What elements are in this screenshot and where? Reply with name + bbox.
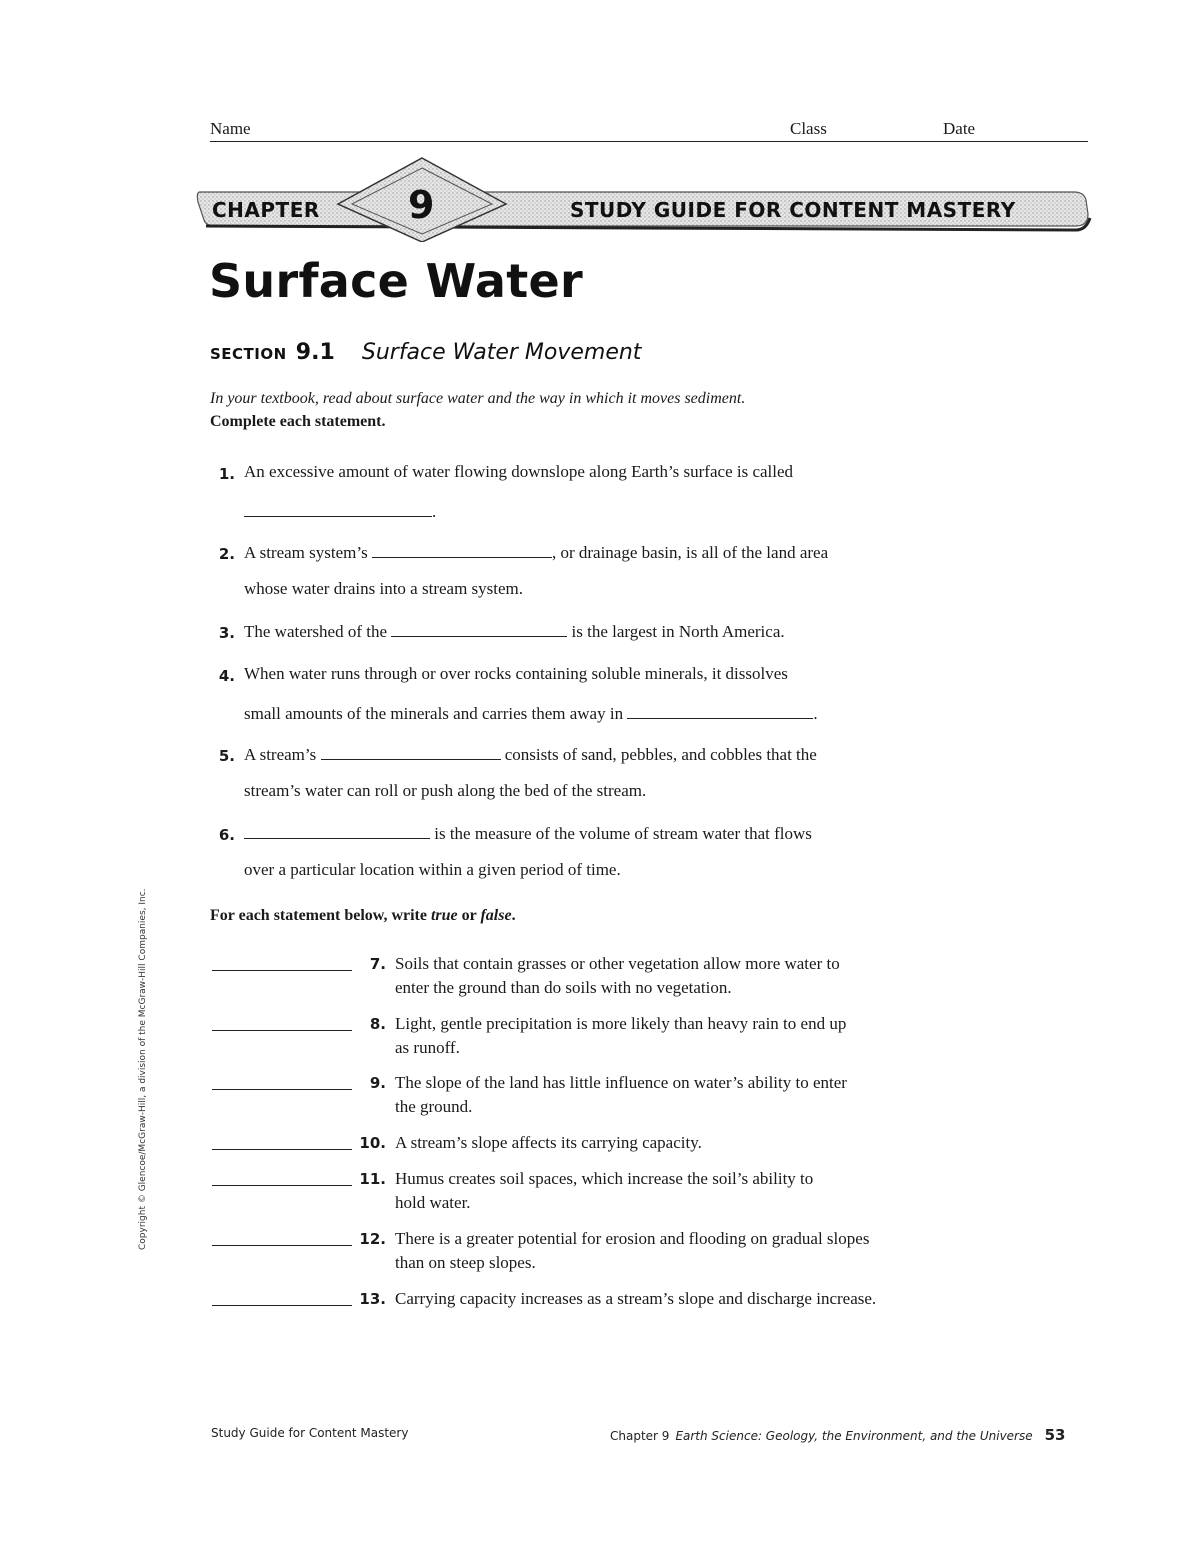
question-text: over a particular location within a given period of time. <box>244 860 621 879</box>
instructions <box>210 387 1010 433</box>
question-text: The watershed of the is the largest in North America. <box>244 622 785 641</box>
answer-blank[interactable] <box>212 969 352 971</box>
question-number: 3. <box>218 624 235 642</box>
answer-blank[interactable] <box>372 541 552 558</box>
question-number: 11. <box>359 1170 386 1188</box>
question-text: is the measure of the volume of stream water that flows <box>244 822 812 844</box>
instructions-task: Complete each statement. <box>210 413 386 430</box>
answer-blank[interactable] <box>212 1184 352 1186</box>
question-text: whose water drains into a stream system. <box>244 579 524 598</box>
chapter-label: CHAPTER <box>212 198 320 222</box>
answer-blank[interactable] <box>212 1244 352 1246</box>
question-number: 1. <box>218 465 235 483</box>
chapter-banner <box>196 156 1092 242</box>
question-number: 2. <box>218 545 235 563</box>
answer-blank[interactable] <box>212 1088 352 1090</box>
copyright-notice: Copyright © Glencoe/McGraw-Hill, a division of the McGraw-Hill Companies, Inc. <box>138 888 148 1250</box>
study-guide-label: STUDY GUIDE FOR CONTENT MASTERY <box>570 198 1016 222</box>
question-text: When water runs through or over rocks containing soluble minerals, it dissolves <box>244 664 788 683</box>
answer-blank[interactable] <box>212 1304 352 1306</box>
question-number: 8. <box>369 1015 386 1033</box>
footer-book-info <box>610 1426 1066 1444</box>
page-number: 53 <box>1044 1426 1066 1444</box>
answer-blank[interactable] <box>321 743 501 760</box>
instructions-reading: In your textbook, read about surface water and the way in which it moves sediment. <box>210 390 746 407</box>
statement-text: Humus creates soil spaces, which increase the soil’s ability to hold water. <box>395 1169 814 1212</box>
question-text: A stream’s consists of sand, pebbles, and cobbles that the <box>244 745 817 764</box>
footer-chapter: Chapter 9 <box>610 1429 670 1443</box>
question-number: 10. <box>359 1134 386 1152</box>
statement-text: There is a greater potential for erosion and flooding on gradual slopes than on steep slopes. <box>395 1229 870 1272</box>
question-number: 4. <box>218 667 235 685</box>
question-number: 9. <box>369 1074 386 1092</box>
chapter-number: 9 <box>408 183 435 227</box>
section-number: 9.1 <box>295 340 335 365</box>
answer-blank[interactable] <box>391 620 567 637</box>
true-false-instructions: For each statement below, write true or false. <box>210 907 516 924</box>
answer-blank[interactable] <box>244 500 432 517</box>
question-number: 12. <box>359 1230 386 1248</box>
page-title: Surface Water <box>209 254 584 308</box>
statement-text: The slope of the land has little influence on water’s ability to enter the ground. <box>395 1073 847 1116</box>
statement-text: Soils that contain grasses or other vegetation allow more water to enter the ground than do soils with no vegetation. <box>395 954 840 997</box>
answer-blank[interactable] <box>212 1148 352 1150</box>
name-label: Name <box>210 119 251 138</box>
question-text: stream’s water can roll or push along the bed of the stream. <box>244 781 647 800</box>
name-class-date-line <box>210 119 1088 142</box>
class-label: Class <box>790 119 827 138</box>
question-text: A stream system’s , or drainage basin, is all of the land area <box>244 543 829 562</box>
question-text: small amounts of the minerals and carries them away in . <box>244 704 818 723</box>
answer-blank[interactable] <box>212 1029 352 1031</box>
statement-text: Light, gentle precipitation is more likely than heavy rain to end up as runoff. <box>395 1014 847 1057</box>
section-label: SECTION <box>210 345 287 363</box>
question-number: 6. <box>218 826 235 844</box>
answer-blank[interactable] <box>244 822 430 839</box>
question-text: An excessive amount of water flowing downslope along Earth’s surface is called <box>244 462 794 481</box>
question-number: 13. <box>359 1290 386 1308</box>
statement-text: A stream’s slope affects its carrying capacity. <box>395 1133 702 1152</box>
footer-guide-title: Study Guide for Content Mastery <box>211 1426 409 1440</box>
question-text: . <box>244 500 436 522</box>
section-heading <box>210 340 641 365</box>
statement-text: Carrying capacity increases as a stream’s slope and discharge increase. <box>395 1289 877 1308</box>
section-title: Surface Water Movement <box>361 340 642 365</box>
question-number: 5. <box>218 747 235 765</box>
question-number: 7. <box>369 955 386 973</box>
date-label: Date <box>943 119 976 138</box>
footer-book-title: Earth Science: Geology, the Environment, and the Universe <box>675 1429 1033 1443</box>
answer-blank[interactable] <box>627 702 813 719</box>
